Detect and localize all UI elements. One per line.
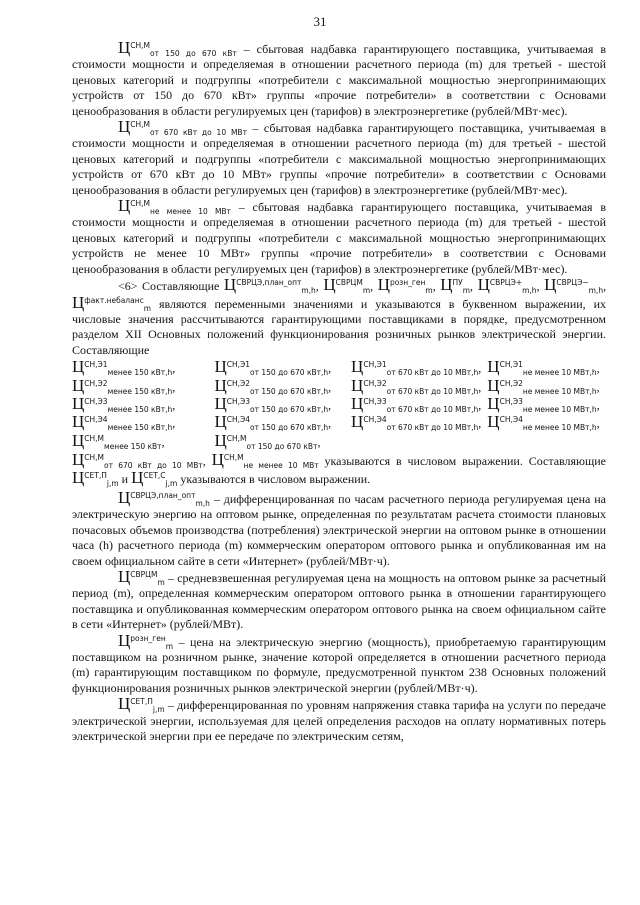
definition-text: – дифференцированная по часам расчетного периода регулируемая цена на электрическую энергию на оптовом рынке, определенная по результатам расчета стоимости плановых почасовых объемов производства (потребления) электрической энергии на оптовом рынке в отношении часа (h) расчетного периода (m) коммерческим оператором оптового рынка и опубликованная им на своем официальном сайте в сети «Интернет» (рублей/МВт·ч). [72,491,606,568]
grid-symbol: $Ц^{СН,Э4}_{не менее 10 МВт,h}$, [487,412,600,433]
grid-symbol: $Ц^{СН,Э3}_{от 150 до 670 кВт,h}$, [214,393,332,414]
note-text: являются переменными значениями и указываются в буквенном выражении, их числовые значения рассчитываются гарантирующими поставщиками в порядке, предусмотренном разделом XII Основных положений функционирования розничных рынков электрической энергии. Составляющие [72,296,606,357]
symbol-c: Ц [131,467,144,487]
superscript: СН,Э3 [226,396,251,406]
subscript: m,h [301,286,316,296]
superscript: СН,Э3 [84,396,108,406]
note-lead: <6> Составляющие [118,279,220,294]
definition-text: – сбытовая надбавка гарантирующего поставщика, учитываемая в стоимости мощности и определяемая в отношении расчетного периода (m) для третьей - шестой ценовых категорий и подгруппы «потребители с максимальной мощностью энергопринимающих устройств от 150 до 670 кВт» группы «прочие потребители» в соответствии с Основами ценообразования в области регулируемых цен (тарифов) в электроэнергетике (рублей/МВт·мес). [72,42,606,118]
superscript: СН,Э4 [226,415,251,425]
grid-symbol: $Ц^{СН,Э2}_{от 670 кВт до 10 МВт,h}$, [351,375,482,396]
symbol-c: Ц [351,412,364,432]
symbol-c: Ц [214,357,227,377]
superscript: СН,Э2 [84,378,108,388]
symbol-c: Ц [351,357,364,377]
symbol-c: Ц [487,375,500,395]
subscript: m [157,578,165,587]
subscript: m,h [522,286,537,296]
subscript: менее 150 кВт,h [107,368,173,378]
symbol-c: Ц [118,630,131,650]
note-text: указываются в числовом выражении. Составляющие [318,454,607,469]
symbol-c: Ц [214,430,227,450]
superscript: СН,Э4 [499,415,523,425]
superscript: СН,М [226,433,247,443]
superscript: СВРЦЭ− [556,278,589,288]
subscript: не менее 10 МВт,h [522,404,597,414]
symbol-grid [72,359,606,450]
superscript: СН,М [130,199,151,209]
superscript: СН,Э4 [363,415,387,425]
grid-symbol: $Ц^{СН,М}_{от 150 до 670 кВт}$, [214,430,321,451]
superscript: СН,Э4 [84,415,108,425]
subscript: m [425,286,433,296]
superscript: СН,М [223,453,244,463]
subscript: m [165,641,174,651]
def-svrcm [72,569,606,633]
subscript: от 670 кВт до 10 МВт,h [386,386,479,396]
symbol-c: Ц [351,393,364,413]
grid-symbol: $Ц^{СН,Э1}_{от 150 до 670 кВт,h}$, [214,357,332,378]
symbol-c: Ц [487,357,500,377]
subscript: не менее 10 МВт [150,207,231,217]
superscript: СН,Э1 [226,360,251,370]
definition-text: – дифференцированная по уровням напряжения ставка тарифа на услуги по передаче электрической энергии, используемая для целей определения расходов на оплату нормативных потерь электрической энергии при ее передаче по электрическим сетям, [72,698,606,744]
symbol-c: Ц [72,430,85,450]
symbol-c: Ц [118,487,131,507]
symbol-c: Ц [72,375,85,395]
definition-text: – цена на электрическую энергию (мощность), приобретаемую гарантирующим поставщиком на розничном рынке, значение которой определяется в отношении расчетного периода (m) гарантирующим поставщиком по формуле, предусмотренной пунктом 238 Основных положений функционирования розничных рынков электрической энергии (рублей/МВт·ч). [72,634,606,695]
superscript: СН,М [84,433,105,443]
grid-symbol: $Ц^{СН,Э2}_{не менее 10 МВт,h}$, [487,375,600,396]
note-text: указываются в числовом выражении. [177,471,371,486]
superscript: СН,М [130,41,151,50]
symbol-c: Ц [214,393,227,413]
symbol-c: Ц [72,393,85,413]
symbol-c: Ц [351,375,364,395]
superscript: СВРЦЭ+ [489,278,523,288]
superscript: розн_ген [389,278,426,288]
subscript: от 150 до 670 кВт [246,441,318,451]
superscript: СН,Э1 [363,360,387,370]
subscript: от 670 кВт до 10 МВт,h [386,368,479,378]
conjunction: и [118,471,132,486]
superscript: СН,М [130,120,151,130]
symbol-c: Ц [72,450,85,470]
symbol-c: Ц [544,275,557,295]
subscript: от 150 до 670 кВт,h [250,386,329,396]
subscript: не менее 10 МВт,h [522,368,597,378]
symbol-c: Ц [214,375,227,395]
symbol-c: Ц [477,275,490,295]
page-number: 31 [313,14,327,29]
grid-symbol: $Ц^{СН,Э1}_{не менее 10 МВт,h}$, [487,357,600,378]
subscript: от 150 до 670 кВт,h [250,368,329,378]
symbol-c: Ц [377,275,390,295]
superscript: СН,Э2 [499,378,523,388]
subscript: от 670 кВт до 10 МВт [150,128,247,138]
subscript: от 150 до 670 кВт,h [250,423,329,433]
symbol-c: Ц [118,567,131,586]
superscript: СЕТ,П [84,470,107,480]
subscript: не менее 10 МВт,h [522,386,597,396]
superscript: СВРЦМ [335,278,363,288]
grid-symbol: $Ц^{СН,Э4}_{от 150 до 670 кВт,h}$, [214,412,332,433]
subscript: от 150 до 670 кВт [150,49,237,58]
subscript: менее 150 кВт,h [107,386,173,396]
superscript: факт.небаланс [84,295,144,305]
subscript: m,h [195,498,210,508]
symbol-c: Ц [118,196,131,216]
subscript: менее 150 кВт,h [107,423,173,433]
subscript: j,m [106,478,119,488]
symbol-c: Ц [323,275,336,295]
superscript: розн_ген [130,633,166,643]
note-6: <6> Составляющие $Ц^{СВРЦЭ,план\_опт}_{m,h}$, $Ц^{СВРЦМ}_m$, $Ц^{розн\_ген}_m$, $Ц^{ПУ}_m$, $Ц^{СВРЦЭ+}_{m,h}$, $Ц^{СВРЦЭ-}_{m,h}$, $Ц^{факт.небаланс}_m$ являются переменными значениями и указываются в буквенном выражении, их числовые значения рассчитываются гарантирующими поставщиками в порядке, предусмотренном разделом XII Основных положений функционирования розничных рынков электрической энергии. Составляющие [72,275,607,357]
superscript: СН,Э3 [499,396,523,406]
definition-text: – сбытовая надбавка гарантирующего поставщика, учитываемая в стоимости мощности и определяемая в отношении расчетного периода (m) для третьей - шестой ценовых категорий и подгруппы «потребители с максимальной мощностью энергопринимающих устройств не менее 10 МВт» группы «прочие потребители» в соответствии с Основами ценообразования в области регулируемых цен (тарифов) в электроэнергетике (рублей/МВт·мес). [72,200,606,276]
symbol-c: Ц [487,412,500,432]
definition-text: – сбытовая надбавка гарантирующего поставщика, учитываемая в стоимости мощности и определяемая в отношении расчетного периода (m) для третьей - шестой ценовых категорий и подгруппы «потребители с максимальной мощностью энергопринимающих устройств от 670 кВт до 10 МВт» группы «прочие потребители» в соответствии с Основами ценообразования в области регулируемых цен (тарифов) в электроэнергетике (рублей/МВт·мес). [72,121,606,197]
document-body [72,40,606,744]
subscript: менее 150 кВт,h [107,404,173,414]
note-6-tail: $Ц^{СН,М}_{от 670 кВт до 10 МВт}$, $Ц^{СН,М}_{не менее 10 МВт}$ указываются в числовом выражении. Составляющие $Ц^{СЕТ,П}_{j,m}$ и $Ц^{СЕТ,С}_{j,m}$ указываются в числовом выражении. [72,450,607,488]
superscript: ПУ [452,278,463,288]
item-price-10mw [72,198,606,277]
def-rozn-gen [72,630,606,697]
definition-text: – средневзвешенная регулируемая цена на мощность на оптовом рынке за расчетный период (m), определенная коммерческим оператором оптового рынка в отношении гарантирующего поставщика и опубликованная коммерческим оператором оптового рынка на своем официальном сайте в сети «Интернет» (рублей/МВт). [72,571,606,632]
superscript: СН,Э1 [499,360,523,370]
symbol-c: Ц [487,393,500,413]
superscript: СВРЦЭ,план_опт [130,490,196,500]
grid-symbol: $Ц^{СН,Э3}_{менее 150 кВт,h}$, [72,393,176,414]
subscript: от 670 кВт до 10 МВт [104,461,203,471]
grid-symbol: $Ц^{СН,Э1}_{менее 150 кВт,h}$, [72,357,176,378]
symbol-c: Ц [211,450,224,470]
def-svrce-plan [72,487,606,569]
subscript: m,h [588,286,604,296]
subscript: m [143,303,152,313]
symbol-c: Ц [214,412,227,432]
grid-symbol: $Ц^{СН,Э2}_{менее 150 кВт,h}$, [72,375,176,396]
subscript: m [462,286,471,296]
superscript: СЕТ,С [143,470,166,480]
superscript: СН,Э1 [84,360,108,370]
superscript: СН,М [84,453,105,463]
superscript: СН,Э3 [363,396,387,406]
item-price-670-10 [72,119,606,198]
symbol-c: Ц [72,467,85,487]
symbol-c: Ц [440,275,453,295]
subscript: от 150 до 670 кВт,h [250,404,329,414]
symbol-c: Ц [72,357,85,377]
subscript: менее 150 кВт [104,441,162,451]
grid-symbol: $Ц^{СН,М}_{менее 150 кВт}$, [72,430,165,451]
subscript: от 670 кВт до 10 МВт,h [386,423,479,433]
symbol-c: Ц [72,292,85,312]
superscript: СЕТ,П [130,697,153,707]
symbol-c: Ц [118,694,131,714]
grid-symbol: $Ц^{СН,Э4}_{менее 150 кВт,h}$, [72,412,176,433]
grid-symbol: $Ц^{СН,Э3}_{не менее 10 МВт,h}$, [487,393,600,414]
grid-symbol: $Ц^{СН,Э4}_{от 670 кВт до 10 МВт,h}$, [351,412,482,433]
superscript: СН,Э2 [363,378,387,388]
subscript: не менее 10 МВт [243,461,319,471]
subscript: j,m [152,705,165,715]
symbol-c: Ц [118,117,131,137]
superscript: СН,Э2 [226,378,251,388]
superscript: СВРЦМ [130,570,158,579]
symbol-c: Ц [72,412,85,432]
subscript: не менее 10 МВт,h [522,423,597,433]
item-price-150-670 [72,40,606,119]
symbol-c: Ц [223,275,237,295]
grid-symbol: $Ц^{СН,Э1}_{от 670 кВт до 10 МВт,h}$, [351,357,482,378]
superscript: СВРЦЭ,план_опт [236,278,302,288]
grid-symbol: $Ц^{СН,Э2}_{от 150 до 670 кВт,h}$, [214,375,332,396]
def-set-p [72,696,606,744]
subscript: от 670 кВт до 10 МВт,h [386,404,479,414]
subscript: j,m [165,478,178,488]
symbol-c: Ц [118,38,131,57]
subscript: m [362,286,371,296]
grid-symbol: $Ц^{СН,Э3}_{от 670 кВт до 10 МВт,h}$, [351,393,482,414]
